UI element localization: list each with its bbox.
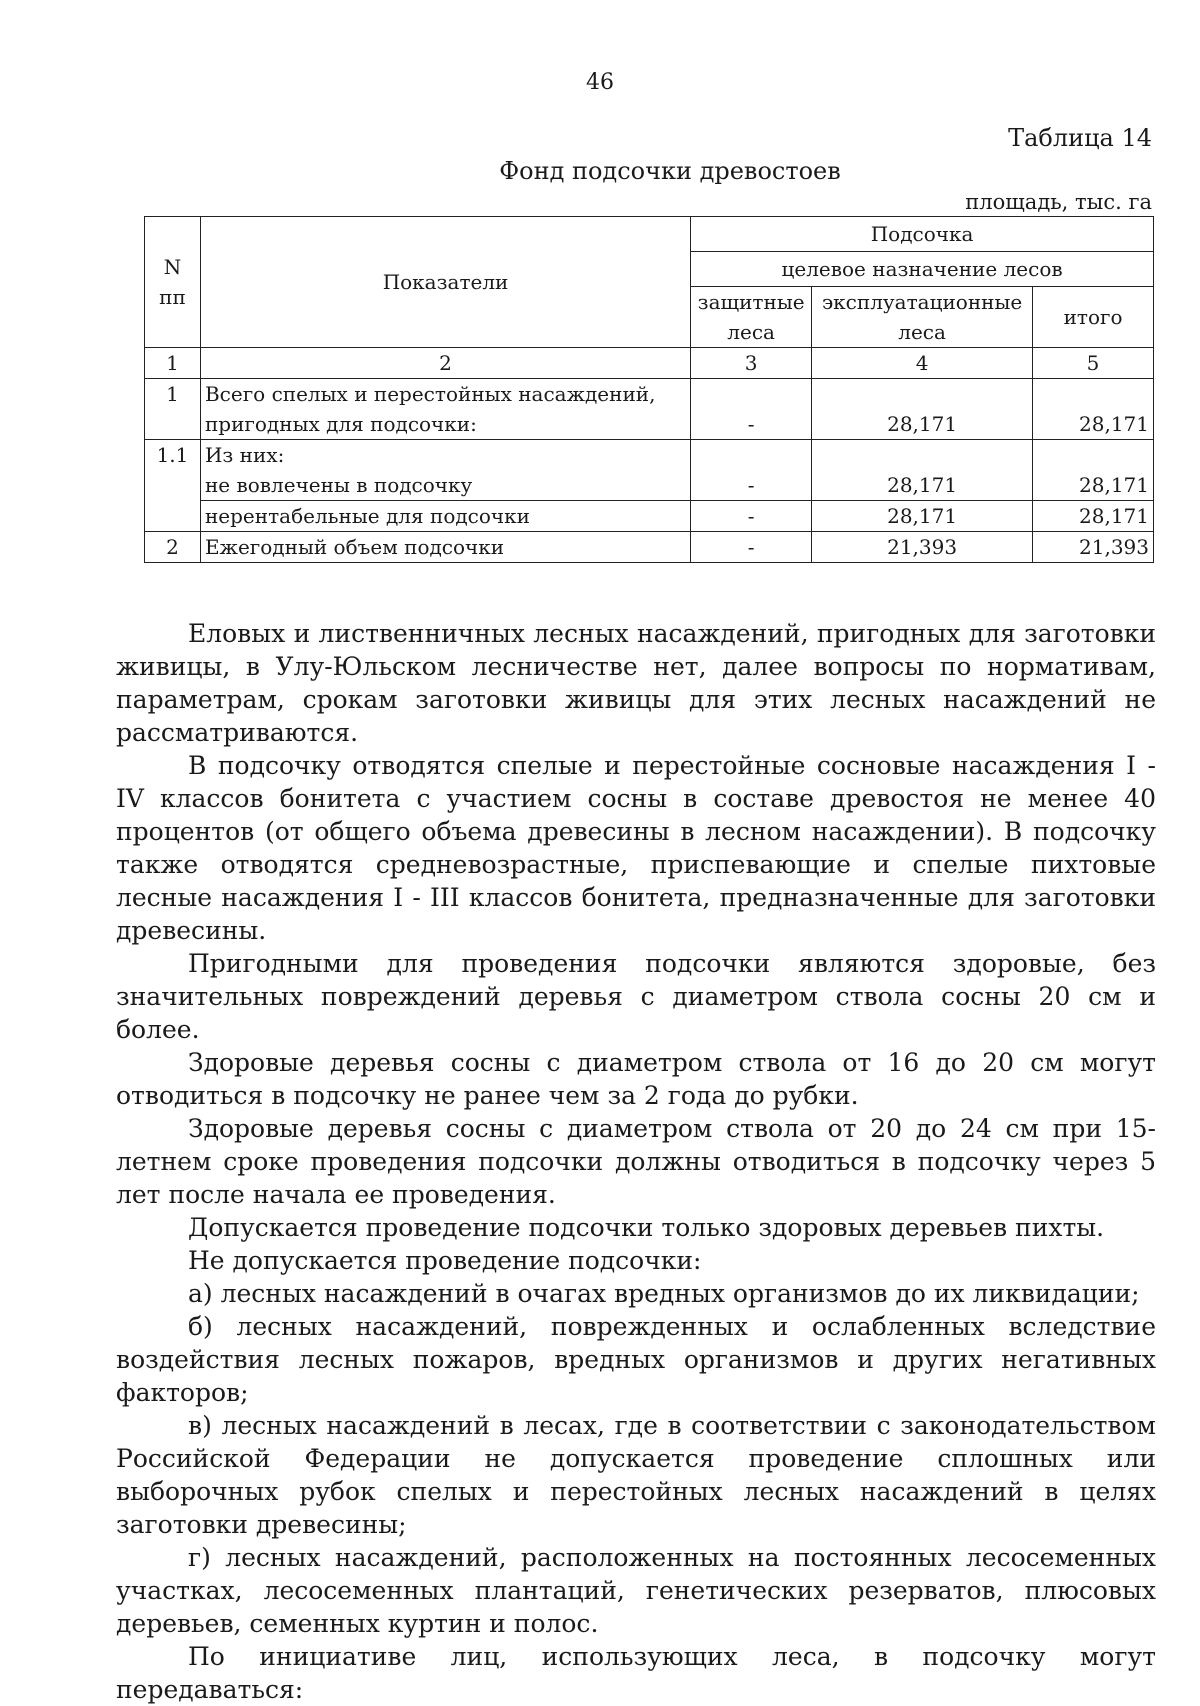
header-indicators: Показатели (200, 217, 690, 348)
list-item: в) лесных насаждений в лесах, где в соответствии с законодательством Российской Федерации не допускается проведение сплошных или выборочных рубок спелых и перестойных лесных насаждений в целях заготовки древесины; (116, 1411, 1156, 1539)
row-exploitation: 28,171 (812, 440, 1033, 501)
paragraph: Еловых и лиственничных лесных насаждений, пригодных для заготовки живицы, в Улу-Юльском лесничестве нет, далее вопросы по нормативам, параметрам, срокам заготовки живицы для этих лесных насаждений не рассматриваются. (116, 619, 1156, 747)
header-total: итого (1033, 287, 1154, 348)
header-protective (691, 287, 812, 348)
header-n-line2: пп (159, 285, 186, 309)
row-total: 28,171 (1033, 379, 1154, 440)
header-exploitation-line1: эксплуатационные (821, 290, 1023, 314)
row-label-line1: Всего спелых и перестойных насаждений, (204, 382, 656, 406)
col-number: 2 (200, 348, 690, 379)
table-row (145, 379, 1154, 440)
row-label: нерентабельные для подсочки (200, 501, 690, 532)
table-row (145, 440, 1154, 501)
row-total: 28,171 (1033, 501, 1154, 532)
col-number: 1 (145, 348, 201, 379)
row-protective: - (691, 532, 812, 563)
col-number: 3 (691, 348, 812, 379)
paragraph: По инициативе лиц, использующих леса, в подсочку могут передаваться: (116, 1642, 1156, 1704)
header-exploitation (812, 287, 1033, 348)
paragraph: Пригодными для проведения подсочки являются здоровые, без значительных повреждений деревья с диаметром ствола сосны 20 см и более. (116, 949, 1156, 1044)
row-label-line2: пригодных для подсочки: (204, 412, 477, 436)
column-number-row (145, 348, 1154, 379)
row-total: 28,171 (1033, 440, 1154, 501)
list-item: г) лесных насаждений, расположенных на постоянных лесосеменных участках, лесосеменных плантаций, генетических резерватов, плюсовых деревьев, семенных куртин и полос. (116, 1543, 1156, 1638)
paragraph: В подсочку отводятся спелые и перестойные сосновые насаждения I - IV классов бонитета с участием сосны в составе древостоя не менее 40 процентов (от общего объема древесины в лесном насаждении). В подсочку также отводятся средневозрастные, приспевающие и спелые пихтовые лесные насаждения I - III классов бонитета, предназначенные для заготовки древесины. (116, 751, 1156, 945)
col-number: 5 (1033, 348, 1154, 379)
col-number: 4 (812, 348, 1033, 379)
row-exploitation: 28,171 (812, 501, 1033, 532)
body-text (116, 617, 1156, 1706)
table-unit: площадь, тыс. га (965, 190, 1152, 214)
table-label: Таблица 14 (1008, 124, 1152, 152)
row-exploitation: 28,171 (812, 379, 1033, 440)
header-protective-line2: леса (727, 320, 775, 344)
row-label (200, 379, 690, 440)
paragraph: Здоровые деревья сосны с диаметром ствола от 20 до 24 см при 15-летнем сроке проведения подсочки должны отводиться в подсочку через 5 лет после начала ее проведения. (116, 1114, 1156, 1209)
row-number: 1.1 (145, 440, 201, 501)
paragraph: Не допускается проведение подсочки: (188, 1246, 702, 1275)
row-protective: - (691, 379, 812, 440)
row-label-line1: Из них: (204, 443, 285, 467)
row-number (145, 501, 201, 532)
header-n-line1: N (163, 255, 182, 279)
header-purpose: целевое назначение лесов (691, 252, 1154, 287)
row-total: 21,393 (1033, 532, 1154, 563)
page-number: 46 (586, 70, 614, 95)
row-protective: - (691, 501, 812, 532)
row-number: 2 (145, 532, 201, 563)
list-item: б) лесных насаждений, поврежденных и ослабленных вследствие воздействия лесных пожаров, вредных организмов и других негативных факторов; (116, 1312, 1156, 1407)
row-label-line2: не вовлечены в подсочку (204, 473, 473, 497)
table-row (145, 532, 1154, 563)
table-title: Фонд подсочки древостоев (499, 157, 841, 185)
tapping-fund-table (144, 216, 1154, 563)
row-label: Ежегодный объем подсочки (200, 532, 690, 563)
paragraph: Допускается проведение подсочки только здоровых деревьев пихты. (188, 1213, 1105, 1242)
table-row (145, 501, 1154, 532)
paragraph: Здоровые деревья сосны с диаметром ствола от 16 до 20 см могут отводиться в подсочку не ранее чем за 2 года до рубки. (116, 1048, 1156, 1110)
header-exploitation-line2: леса (898, 320, 946, 344)
header-protective-line1: защитные (697, 290, 805, 314)
list-item: а) лесных насаждений в очагах вредных организмов до их ликвидации; (188, 1279, 1140, 1308)
row-label (200, 440, 690, 501)
header-row-1 (145, 217, 1154, 252)
row-protective: - (691, 440, 812, 501)
header-tapping: Подсочка (691, 217, 1154, 252)
header-n (145, 217, 201, 348)
row-number: 1 (145, 379, 201, 440)
row-exploitation: 21,393 (812, 532, 1033, 563)
